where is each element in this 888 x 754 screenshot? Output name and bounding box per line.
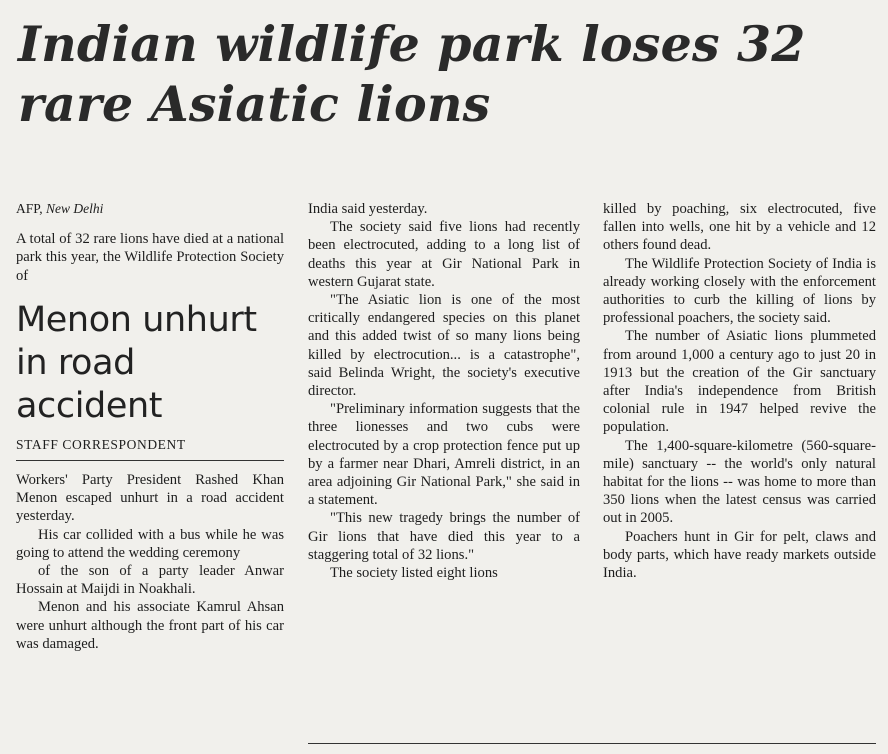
story1-paragraph: The society listed eight lions (330, 565, 498, 582)
story1-paragraph: killed by poaching, six electrocuted, five fallen into wells, one hit by a vehicle and 12 others found dead. (603, 201, 876, 254)
story2-paragraph: Menon and his associate Kamrul Ahsan were unhurt although the front part of his car was damaged. (16, 599, 284, 652)
story2-paragraph: Workers' Party President Rashed Khan Menon escaped unhurt in a road accident yesterday. (16, 472, 284, 525)
bottom-rule (308, 743, 876, 744)
column-3 (603, 200, 876, 582)
story1-paragraph: "The Asiatic lion is one of the most critically endangered species on this planet and this added twist of so many lions being killed by electrocution... is a catastrophe", said Belinda Wright, the society's executive director. (308, 292, 580, 400)
column-2 (308, 200, 580, 582)
story1-paragraph: A total of 32 rare lions have died at a national park this year, the Wildlife Protection Society of (16, 231, 284, 284)
story2-paragraph: His car collided with a bus while he was going to attend the wedding ceremony (16, 526, 284, 561)
story1-paragraph: The number of Asiatic lions plummeted from around 1,000 a century ago to just 20 in 1913 but the creation of the Gir sanctuary after India's independence from British colonial rule in 1947 helped revive the population. (603, 328, 876, 436)
story1-byline (16, 200, 284, 218)
story2-headline: Menon unhurt in road accident (16, 299, 257, 426)
byline-place: New Delhi (46, 201, 104, 216)
byline-agency: AFP, (16, 201, 43, 216)
story1-paragraph: The 1,400-square-kilometre (560-square-mile) sanctuary -- the world's only natural habitat for the lions -- was home to more than 350 lions when the latest census was carried out in 2005. (603, 437, 876, 527)
story2-byline: STAFF CORRESPONDENT (16, 436, 284, 461)
story1-paragraph: India said yesterday. (308, 201, 428, 217)
story1-paragraph: The society said five lions had recently been electrocuted, adding to a long list of deaths this year at Gir National Park in western Gujarat state. (308, 219, 580, 290)
story1-paragraph: "This new tragedy brings the number of Gir lions that have died this year to a staggering total of 32 lions." (308, 510, 580, 563)
story1-paragraph: "Preliminary information suggests that the three lionesses and two cubs were electrocuted by a crop protection fence put up by a farmer near Dhari, Amreli district, in an area adjoining Gir National Park," she said in a statement. (308, 401, 580, 509)
story1-paragraph: The Wildlife Protection Society of India is already working closely with the enforcement authorities to curb the killing of lions by professional poachers, the society said. (603, 255, 876, 327)
story2-paragraph: of the son of a party leader Anwar Hossain at Maijdi in Noakhali. (16, 563, 284, 598)
main-headline: Indian wildlife park loses 32 rare Asiatic lions (18, 15, 806, 133)
story1-paragraph: Poachers hunt in Gir for pelt, claws and body parts, which have ready markets outside India. (603, 528, 876, 582)
column-1 (16, 200, 284, 653)
